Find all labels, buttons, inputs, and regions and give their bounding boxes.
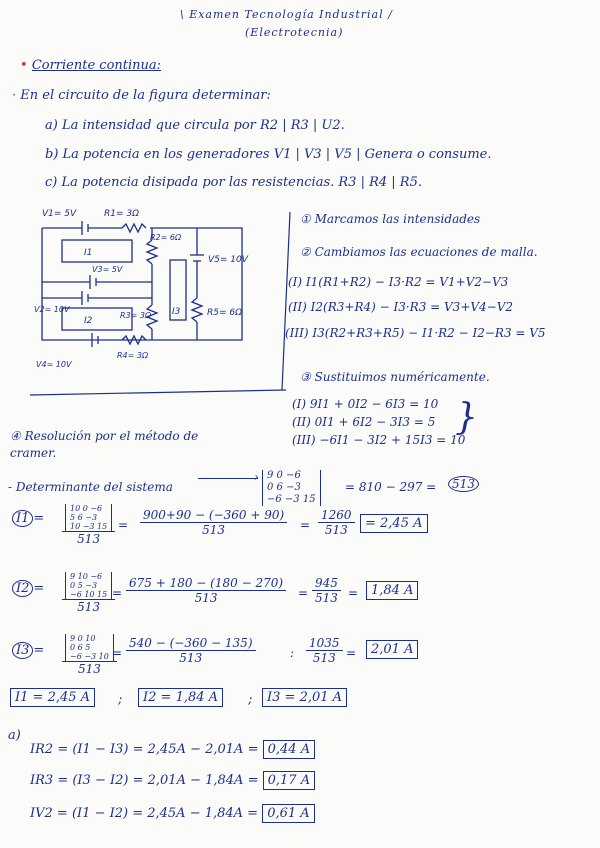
- answer-ir2: IR2 = (I1 − I3) = 2,45A − 2,01A = 0,44 A: [30, 742, 315, 757]
- section-header: • Corriente continua:: [20, 58, 162, 73]
- cramer-i2-expr: $\frac{675 + 180 - (180 - 270)}{513}$: [126, 576, 286, 605]
- cramer-i1-fraction: 10 0 −6 5 6 −3 10 −3 15 513: [62, 496, 115, 546]
- cramer-i2-simplified: $\frac{945}{513}$: [312, 576, 341, 605]
- label-i1: I1: [84, 248, 93, 258]
- step-1: ① Marcamos las intensidades: [300, 212, 481, 226]
- determinant-value: 513: [448, 476, 479, 492]
- question-b: b) La potencia en los generadores V1 | V3 | V5 | Genera o consume.: [45, 147, 492, 162]
- label-v2: V2= 10V: [34, 305, 70, 314]
- num-eq-1: (I) 9I1 + 0I2 − 6I3 = 10: [292, 397, 439, 411]
- answer-ir3: IR3 = (I3 − I2) = 2,01A − 1,84A = 0,17 A: [30, 773, 315, 788]
- answers-label: a): [8, 728, 21, 743]
- label-r4: R4= 3Ω: [117, 351, 149, 360]
- mesh-eq-1: (I) I1(R1+R2) − I3·R2 = V1+V2−V3: [288, 275, 509, 289]
- determinant-result: = 810 − 297 =: [345, 480, 437, 494]
- cramer-i1-result: = 2,45 A: [360, 516, 428, 531]
- intro-text: · En el circuito de la figura determinar:: [12, 88, 271, 103]
- label-r1: R1= 3Ω: [104, 209, 139, 219]
- system-brace: }: [455, 397, 478, 438]
- step-4: ④ Resolución por el método de cramer.: [10, 429, 199, 460]
- determinant-matrix: 9 0 −6 0 6 −3 −6 −3 15: [262, 463, 321, 506]
- page-title: \ Examen Tecnología Industrial /: [180, 8, 393, 21]
- determinant-label: - Determinante del sistema: [8, 480, 173, 494]
- label-v3: V3= 5V: [92, 265, 123, 274]
- label-v5: V5= 10V: [208, 255, 248, 265]
- question-c: c) La potencia disipada por las resistencias. R3 | R4 | R5.: [45, 175, 422, 190]
- summary-i3: I3 = 2,01 A: [262, 690, 347, 705]
- answer-iv2: IV2 = (I1 − I2) = 2,45A − 1,84A = 0,61 A: [30, 806, 315, 821]
- cramer-i3-label: I3 =: [12, 642, 44, 659]
- label-v4: V4= 10V: [36, 360, 72, 369]
- label-r3: R3= 3Ω: [120, 311, 152, 320]
- label-i3: I3: [172, 307, 181, 317]
- mesh-eq-3: (III) I3(R2+R3+R5) − I1·R2 − I2−R3 = V5: [285, 326, 546, 340]
- summary-i1: I1 = 2,45 A: [10, 690, 95, 705]
- label-r2: R2= 6Ω: [150, 233, 182, 242]
- label-i2: I2: [84, 316, 93, 326]
- step-3: ③ Sustituimos numéricamente.: [300, 370, 490, 384]
- cramer-i3-simplified: $\frac{1035}{513}$: [306, 636, 343, 665]
- step-2: ② Cambiamos las ecuaciones de malla.: [300, 245, 538, 259]
- mesh-eq-2: (II) I2(R3+R4) − I3·R3 = V3+V4−V2: [288, 300, 514, 314]
- num-eq-2: (II) 0I1 + 6I2 − 3I3 = 5: [292, 415, 436, 429]
- cramer-i1-label: I1 =: [12, 510, 44, 527]
- cramer-i3-fraction: 9 0 10 0 6 5 −6 −3 10 513: [62, 626, 117, 676]
- arrow-head: ›: [254, 470, 259, 484]
- cramer-i2-result: 1,84 A: [366, 583, 418, 598]
- summary-i2: I2 = 1,84 A: [138, 690, 223, 705]
- num-eq-3: (III) −6I1 − 3I2 + 15I3 = 10: [292, 433, 466, 447]
- label-r5: R5= 6Ω: [207, 308, 242, 318]
- cramer-i2-label: I2 =: [12, 580, 44, 597]
- cramer-i1-expr: $\frac{900+90 - (-360 + 90)}{513}$: [140, 508, 287, 537]
- label-v1: V1= 5V: [42, 209, 77, 219]
- arrow-line: [198, 478, 258, 479]
- cramer-i2-fraction: 9 10 −6 0 5 −3 −6 10 15 513: [62, 564, 115, 614]
- cramer-i1-simplified: $\frac{1260}{513}$: [318, 508, 355, 537]
- page-subtitle: (Electrotecnia): [245, 26, 344, 39]
- cramer-i3-expr: $\frac{540 - (-360 - 135)}{513}$: [126, 636, 256, 665]
- question-a: a) La intensidad que circula por R2 | R3 | U2.: [45, 118, 345, 133]
- cramer-i3-result: 2,01 A: [366, 642, 418, 657]
